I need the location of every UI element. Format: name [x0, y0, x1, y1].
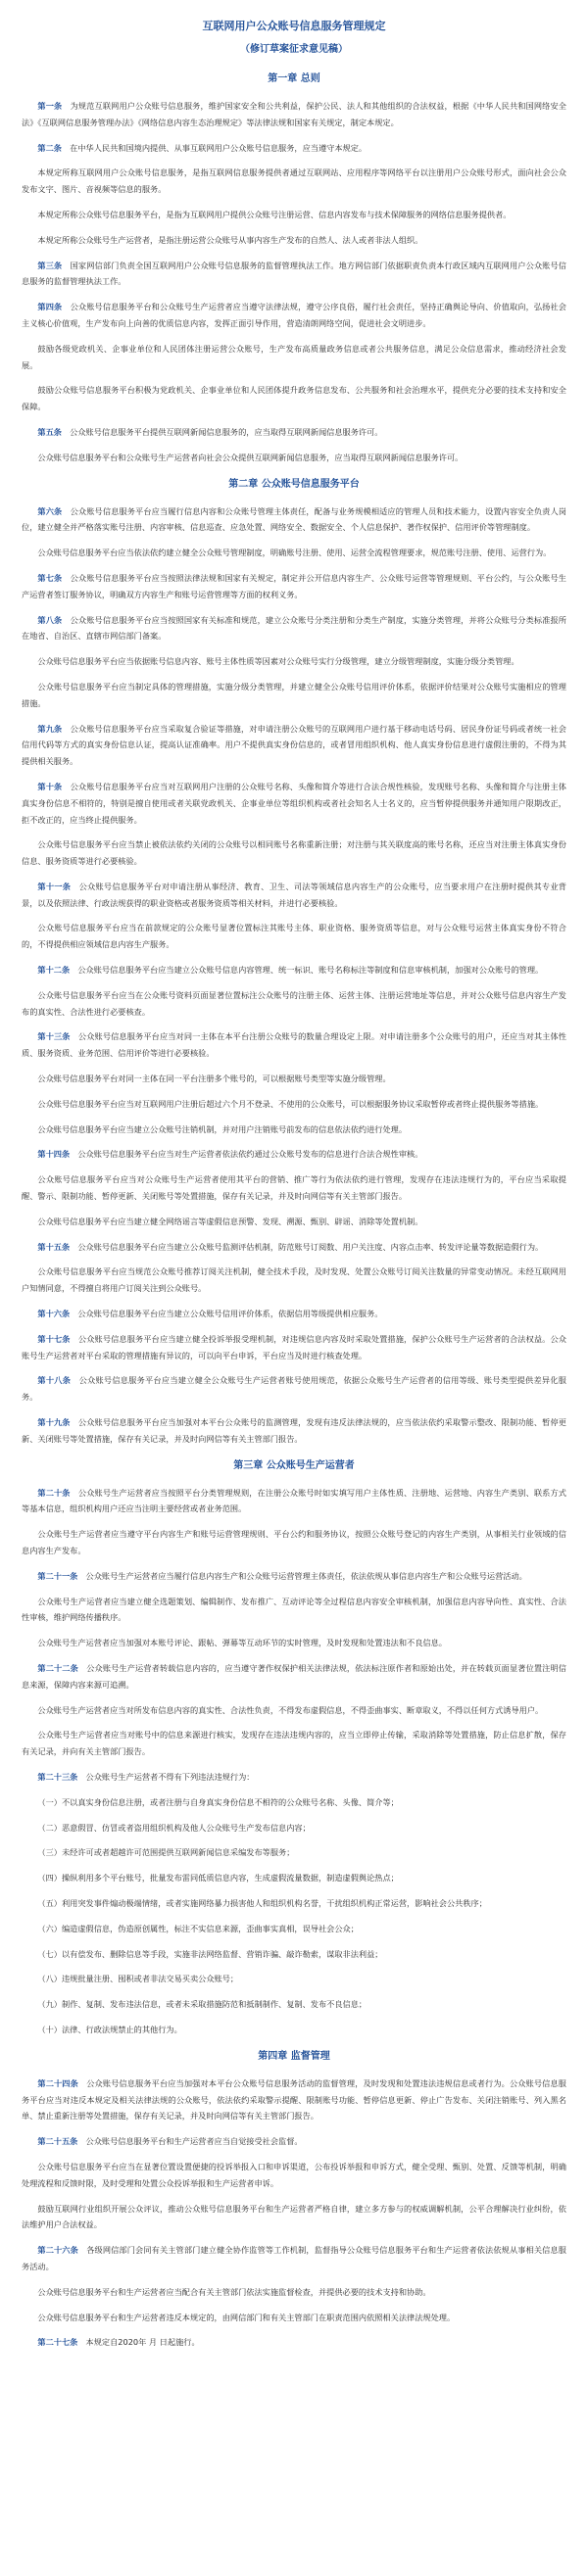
article-paragraph — [22, 1264, 566, 1297]
article-text: （十）法律、行政法规禁止的其他行为。 — [37, 2024, 182, 2034]
article-number: 第二十六条 — [37, 2245, 78, 2256]
article-text: 公众账号信息服务平台和生产运营者应当自觉接受社会监督。 — [85, 2136, 303, 2147]
article-paragraph — [22, 424, 566, 441]
article-number: 第十九条 — [37, 1417, 71, 1428]
article-paragraph — [22, 207, 566, 223]
article-paragraph — [22, 1121, 566, 1138]
article-text: 公众账号信息服务平台应当在显著位置设置便捷的投诉举报入口和申诉渠道，公布投诉举报和申诉方式，健全受理、甄别、处置、反馈等机制，明确处理流程和反馈时限，及时受理和处置公众投诉举报和生产运营者申诉。 — [22, 2161, 566, 2188]
chapter-heading: 第二章 公众账号信息服务平台 — [228, 478, 360, 490]
article-text: 公众账号信息服务平台应当制定具体的管理措施，实施分级分类管理，并建立健全公众账号信用评价体系，依据评价结果对公众账号实施相应的管理措施。 — [22, 681, 566, 708]
article-paragraph — [22, 879, 566, 912]
article-paragraph — [22, 140, 566, 157]
article-text: 公众账号信息服务平台和公众账号生产运营者向社会公众提供互联网新闻信息服务，应当取得互联网新闻信息服务许可。 — [37, 452, 464, 462]
article-paragraph — [22, 1794, 566, 1811]
article-text: （七）以有偿发布、删除信息等手段，实施非法网络监督、营销诈骗、敲诈勒索，谋取非法利益； — [37, 1948, 383, 1959]
article-text: 本规定所称公众账号生产运营者，是指注册运营公众账号从事内容生产发布的自然人、法人或者非法人组织。 — [37, 234, 423, 245]
article-number: 第二十二条 — [37, 1662, 78, 1673]
article-text: 公众账号信息服务平台对申请注册从事经济、教育、卫生、司法等领域信息内容生产的公众账号，应当要求用户在注册时提供其专业背景，以及依照法律、行政法规获得的职业资格或者服务资质等相关材料，并进行必要核验。 — [22, 881, 566, 908]
article-paragraph — [22, 545, 566, 561]
article-text: 鼓励公众账号信息服务平台积极为党政机关、企事业单位和人民团体提升政务信息发布、公共服务和社会治理水平，提供充分必要的技术支持和安全保障。 — [22, 385, 566, 412]
article-text: 公众账号信息服务平台应当对同一主体在本平台注册公众账号的数量合理设定上限。对申请注册多个公众账号的用户，还应当对其主体性质、服务资质、业务范围、信用评价等进行必要核验。 — [22, 1031, 566, 1059]
article-paragraph — [22, 1071, 566, 1087]
article-text: 各级网信部门会同有关主管部门建立健全协作监管等工作机制，监督指导公众账号信息服务平台和生产运营者依法依规从事相关信息服务活动。 — [22, 2245, 566, 2271]
article-number: 第二条 — [37, 142, 62, 153]
article-paragraph — [22, 920, 566, 953]
article-text: 公众账号信息服务平台应当依据账号信息内容、账号主体性质等因素对公众账号实行分级管理，建立分级管理制度，实施分级分类管理。 — [37, 656, 519, 667]
article-paragraph — [22, 1306, 566, 1322]
article-text: 公众账号生产运营者应当加强对本账号评论、跟帖、弹幕等互动环节的实时管理，及时发现和处置违法和不良信息。 — [37, 1638, 447, 1648]
article-number: 第一条 — [37, 101, 63, 111]
article-text: 公众账号生产运营者不得有下列违法违规行为： — [85, 1771, 255, 1782]
article-paragraph — [22, 1844, 566, 1861]
article-number: 第七条 — [37, 572, 63, 583]
article-text: 鼓励互联网行业组织开展公众评议，推动公众账号信息服务平台和生产运营者严格自律，建立多方参与的权威调解机制，公平合理解决行业纠纷，依法维护用户合法权益。 — [22, 2203, 566, 2230]
article-number: 第六条 — [37, 505, 63, 516]
article-paragraph — [22, 450, 566, 466]
article-paragraph — [22, 1485, 566, 1518]
article-number: 第十四条 — [37, 1149, 71, 1160]
article-paragraph — [22, 1214, 566, 1230]
chapter-heading: 第三章 公众账号生产运营者 — [233, 1459, 355, 1471]
article-number: 第十五条 — [37, 1241, 71, 1252]
article-paragraph — [22, 1146, 566, 1163]
article-paragraph — [22, 2159, 566, 2192]
article-paragraph — [22, 1594, 566, 1627]
article-number: 第十七条 — [37, 1333, 71, 1344]
article-text: 公众账号生产运营者应当建立健全选题策划、编辑制作、发布推广、互动评论等全过程信息内容安全审核机制，加强信息内容导向性、真实性、合法性审核，维护网络传播秩序。 — [22, 1596, 566, 1623]
article-number: 第十二条 — [37, 965, 71, 976]
article-paragraph — [22, 1769, 566, 1786]
article-paragraph — [22, 1870, 566, 1886]
article-paragraph — [22, 1414, 566, 1448]
article-text: （六）编造虚假信息，伪造原创属性，标注不实信息来源，歪曲事实真相，误导社会公众； — [37, 1923, 359, 1933]
article-text: 公众账号信息服务平台应当建立健全投诉举报受理机制，对违规信息内容及时采取处置措施，保护公众账号生产运营者的合法权益。公众账号生产运营者对平台采取的管理措施有异议的，可以向平台申诉，平台应当及时进行核查处理。 — [22, 1333, 566, 1360]
article-paragraph — [22, 1526, 566, 1559]
article-number: 第五条 — [37, 426, 62, 437]
article-paragraph — [22, 653, 566, 670]
article-number: 第二十七条 — [37, 2337, 78, 2348]
article-paragraph — [22, 232, 566, 249]
article-text: 公众账号信息服务平台应当依法依约建立健全公众账号管理制度，明确账号注册、使用、运营全流程管理要求，规范账号注册、使用、运营行为。 — [37, 548, 552, 558]
article-text: 公众账号信息服务平台应当规范公众账号推荐订阅关注机制，健全技术手段，及时发现、处置公众账号订阅关注数量的异常变动情况。未经互联网用户知情同意，不得擅自将用户订阅关注到公众账号。 — [22, 1266, 566, 1294]
article-text: 公众账号信息服务平台应当对互联网用户注册的公众账号名称、头像和简介等进行合法合规性核验，发现账号名称、头像和简介与注册主体真实身份信息不相符的，特别是擅自使用或者关联党政机关、企事业单位等组织机构或者社会知名人士名义的，应当暂停提供服务并通知用户限期改正，拒不改正的，应当终止提供服务。 — [22, 781, 566, 825]
article-paragraph — [22, 1996, 566, 2013]
article-paragraph — [22, 962, 566, 978]
article-paragraph — [22, 2310, 566, 2326]
article-text: 公众账号信息服务平台应当建立公众账号信息内容管理、统一标识、账号名称标注等制度和信息审核机制，加强对公众账号的管理。 — [77, 965, 544, 976]
article-text: 公众账号信息服务平台应当禁止被依法依约关闭的公众账号以相同账号名称重新注册；对注册与其关联度高的账号名称，还应当对注册主体真实身份信息、服务资质等进行必要核验。 — [22, 839, 566, 867]
article-paragraph — [22, 612, 566, 645]
article-paragraph — [22, 1239, 566, 1256]
article-paragraph — [22, 1727, 566, 1760]
article-paragraph — [22, 987, 566, 1021]
article-text: 公众账号信息服务平台应当建立公众账号信用评价体系，依据信用等级提供相应服务。 — [77, 1309, 383, 1319]
article-paragraph — [22, 2133, 566, 2150]
article-paragraph — [22, 1096, 566, 1113]
document-subtitle: （修订草案征求意见稿） — [240, 44, 348, 55]
article-number: 第十一条 — [37, 881, 72, 891]
article-text: （八）违规批量注册、囤积或者非法交易买卖公众账号； — [37, 1974, 239, 1984]
article-number: 第二十一条 — [37, 1570, 78, 1581]
article-text: 公众账号信息服务平台应当建立公众账号注销机制，并对用户注销账号前发布的信息依法依约进行处理。 — [37, 1123, 408, 1134]
article-text: 公众账号信息服务平台应当对公众账号生产运营者使用其平台的营销、推广等行为依法依约进行管理，发现存在违法违规行为的，平台应当采取提醒、警示、限制功能、暂停更新、关闭账号等处置措施，保存有关记录，并及时向网信等有关主管部门报告。 — [22, 1174, 566, 1202]
article-text: 本规定所称公众账号信息服务平台，是指为互联网用户提供公众账号注册运营、信息内容发布与技术保障服务的网络信息服务提供者。 — [37, 209, 512, 219]
article-text: 公众账号信息服务平台应当在前款规定的公众账号显著位置标注其账号主体、职业资格、服务资质等信息，对与公众账号运营主体真实身份不符合的，不得提供相应领域信息内容生产服务。 — [22, 923, 566, 950]
article-number: 第九条 — [37, 723, 63, 734]
article-paragraph — [22, 721, 566, 770]
article-text: 公众账号生产运营者应当遵守平台内容生产和账号运营管理规则、平台公约和服务协议，按照公众账号登记的内容生产类别，从事相关行业领域的信息内容生产发布。 — [22, 1529, 566, 1555]
article-text: （一）不以真实身份信息注册，或者注册与自身真实身份信息不相符的公众账号名称、头像、简介等； — [37, 1796, 399, 1807]
article-number: 第二十五条 — [37, 2136, 78, 2147]
article-text: 本规定所称互联网用户公众账号信息服务，是指互联网信息服务提供者通过互联网站、应用程序等网络平台以注册用户公众账号形式，面向社会公众发布文字、图片、音视频等信息的服务。 — [22, 167, 566, 195]
article-paragraph — [22, 570, 566, 603]
article-paragraph — [22, 1372, 566, 1406]
article-paragraph — [22, 1331, 566, 1364]
article-text: 公众账号信息服务平台应当对互联网用户注册后超过六个月不登录、不使用的公众账号，可以根据服务协议采取暂停或者终止提供服务等措施。 — [37, 1098, 544, 1109]
article-text: 公众账号信息服务平台应当按照国家有关标准和规范，建立公众账号分类注册和分类生产制度，实施分类管理，并将公众账号分类标准报所在地省、自治区、直辖市网信部门备案。 — [22, 614, 566, 642]
article-text: 公众账号信息服务平台和生产运营者违反本规定的，由网信部门和有关主管部门在职责范围内依照相关法律法规处理。 — [37, 2312, 456, 2322]
article-paragraph — [22, 2334, 566, 2351]
article-text: 公众账号生产运营者应当履行信息内容生产和公众账号运营管理主体责任，依法依规从事信息内容生产和公众账号运营活动。 — [85, 1570, 527, 1581]
article-text: 公众账号信息服务平台对同一主体在同一平台注册多个账号的，可以根据账号类型等实施分级管理。 — [37, 1073, 391, 1084]
article-paragraph — [22, 2201, 566, 2234]
article-paragraph — [22, 2075, 566, 2124]
article-paragraph — [22, 2284, 566, 2301]
article-text: 公众账号信息服务平台提供互联网新闻信息服务的，应当取得互联网新闻信息服务许可。 — [70, 426, 383, 437]
chapter-heading: 第一章 总则 — [268, 73, 320, 84]
article-text: 鼓励各级党政机关、企事业单位和人民团体注册运营公众账号，生产发布高质量政务信息或者公共服务信息，满足公众信息需求，推动经济社会发展。 — [22, 343, 566, 370]
article-text: 为规范互联网用户公众账号信息服务，维护国家安全和公共利益，保护公民、法人和其他组织的合法权益，根据《中华人民共和国网络安全法》《互联网信息服务管理办法》《网络信息内容生态治理规定》等法律法规和国家有关规定，制定本规定。 — [22, 101, 566, 127]
article-text: （三）未经许可或者超越许可范围提供互联网新闻信息采编发布等服务； — [37, 1847, 295, 1858]
article-paragraph — [22, 1702, 566, 1719]
article-paragraph — [22, 165, 566, 198]
article-paragraph — [22, 1028, 566, 1062]
article-text: （五）利用突发事件煽动极端情绪，或者实施网络暴力损害他人和组织机构名誉，干扰组织机构正常运营，影响社会公共秩序； — [37, 1897, 487, 1908]
article-text: 公众账号信息服务平台应当在公众账号资料页面显著位置标注公众账号的注册主体、运营主体、注册运营地址等信息，并对公众账号信息内容生产发布的真实性、合法性进行必要核查。 — [22, 989, 566, 1017]
article-text: 公众账号信息服务平台和生产运营者应当配合有关主管部门依法实施监督检查，并提供必要的技术支持和协助。 — [37, 2286, 431, 2297]
article-paragraph — [22, 341, 566, 374]
article-text: 公众账号生产运营者转载信息内容的，应当遵守著作权保护相关法律法规，依法标注原作者和原始出处，并在转载页面显著位置注明信息来源，保障内容来源可追溯。 — [22, 1662, 566, 1690]
article-number: 第二十条 — [37, 1487, 71, 1498]
article-number: 第八条 — [37, 614, 63, 625]
article-text: 公众账号信息服务平台应当对生产运营者依法依约通过公众账号发布的信息进行合法合规性审核。 — [77, 1149, 423, 1160]
document-title: 互联网用户公众账号信息服务管理规定 — [202, 20, 386, 32]
article-number: 第三条 — [37, 260, 63, 270]
article-paragraph — [22, 679, 566, 712]
article-text: 公众账号信息服务平台应当建立健全网络谣言等虚假信息预警、发现、溯源、甄别、辟谣、消除等处置机制。 — [37, 1216, 423, 1226]
article-paragraph — [22, 1946, 566, 1963]
article-paragraph — [22, 2022, 566, 2038]
article-paragraph — [22, 1660, 566, 1693]
article-text: 公众账号信息服务平台应当履行信息内容和公众账号管理主体责任，配备与业务规模相适应的管理人员和技术能力，设置内容安全负责人岗位，建立健全并严格落实账号注册、内容审核、信息巡查、应急处置、网络安全、数据安全、个人信息保护、著作权保护、信用评价等管理制度。 — [22, 505, 566, 533]
article-text: 公众账号生产运营者应当对所发布信息内容的真实性、合法性负责，不得发布虚假信息，不得歪曲事实、断章取义，不得以任何方式诱导用户。 — [37, 1704, 544, 1715]
article-number: 第二十三条 — [37, 1771, 78, 1782]
article-number: 第十六条 — [37, 1309, 71, 1319]
article-number: 第十条 — [37, 781, 63, 791]
article-text: 公众账号信息服务平台和公众账号生产运营者应当遵守法律法规，遵守公序良俗，履行社会责任，坚持正确舆论导向、价值取向，弘扬社会主义核心价值观，生产发布向上向善的优质信息内容，发挥正面引导作用，营造清朗网络空间，促进社会文明进步。 — [22, 302, 566, 328]
article-paragraph — [22, 1568, 566, 1585]
article-paragraph — [22, 779, 566, 828]
article-text: 公众账号生产运营者应当对账号中的信息来源进行核实，发现存在违法违规内容的，应当立即停止传输，采取消除等处置措施，防止信息扩散，保存有关记录，并向有关主管部门报告。 — [22, 1730, 566, 1757]
article-text: 在中华人民共和国境内提供、从事互联网用户公众账号信息服务，应当遵守本规定。 — [70, 142, 368, 153]
article-paragraph — [22, 299, 566, 332]
article-paragraph — [22, 1820, 566, 1837]
article-text: （九）制作、复制、发布违法信息，或者未采取措施防范和抵制制作、复制、发布不良信息； — [37, 1999, 368, 2010]
article-text: 公众账号信息服务平台应当采取复合验证等措施，对申请注册公众账号的互联网用户进行基于移动电话号码、居民身份证号码或者统一社会信用代码等方式的真实身份信息认证，提高认证准确率。用户不提供真实身份信息的，或者冒用组织机构、他人真实身份信息进行虚假注册的，不得为其提供相关服务。 — [22, 723, 566, 767]
chapters-container — [22, 71, 566, 2351]
article-text: 公众账号生产运营者应当按照平台分类管理规则，在注册公众账号时如实填写用户主体性质、注册地、运营地、内容生产类别、联系方式等基本信息，组织机构用户还应当注明主要经营或者业务范围。 — [22, 1487, 566, 1514]
article-text: （四）操纵利用多个平台账号，批量发布雷同低质信息内容，生成虚假流量数据，制造虚假舆论热点； — [37, 1873, 399, 1884]
article-paragraph — [22, 258, 566, 291]
article-paragraph — [22, 503, 566, 537]
article-number: 第十三条 — [37, 1031, 71, 1042]
article-paragraph — [22, 1921, 566, 1937]
article-paragraph — [22, 1895, 566, 1912]
article-paragraph — [22, 2242, 566, 2275]
article-paragraph — [22, 1971, 566, 1987]
article-text: 国家网信部门负责全国互联网用户公众账号信息服务的监督管理执法工作。地方网信部门依据职责负责本行政区域内互联网用户公众账号信息服务的监督管理执法工作。 — [22, 260, 566, 287]
article-text: 公众账号信息服务平台应当按照法律法规和国家有关规定，制定并公开信息内容生产、公众账号运营等管理规则、平台公约，与公众账号生产运营者签订服务协议，明确双方内容生产和账号运营管理等方面的权利义务。 — [22, 572, 566, 599]
article-text: （二）恶意假冒、仿冒或者盗用组织机构及他人公众账号生产发布信息内容； — [37, 1822, 311, 1833]
article-paragraph — [22, 98, 566, 131]
article-number: 第四条 — [37, 302, 63, 312]
article-text: 公众账号信息服务平台应当加强对本平台公众账号的监测管理，发现有违反法律法规的，应当依法依约采取警示整改、限制功能、暂停更新、关闭账号等处置措施，保存有关记录，并及时向网信等有关主管部门报告。 — [22, 1417, 566, 1444]
article-paragraph — [22, 836, 566, 870]
article-text: 本规定自2020年 月 日起施行。 — [85, 2337, 200, 2348]
chapter-heading: 第四章 监督管理 — [258, 2050, 330, 2062]
article-number: 第十八条 — [37, 1375, 72, 1386]
article-text: 公众账号信息服务平台应当建立健全公众账号生产运营者账号使用规范，依据公众账号生产运营者的信用等级、账号类型提供差异化服务。 — [22, 1375, 566, 1403]
article-text: 公众账号信息服务平台应当建立公众账号监测评估机制，防范账号订阅数、用户关注度、内容点击率、转发评论量等数据造假行为。 — [77, 1241, 544, 1252]
article-paragraph — [22, 382, 566, 415]
article-paragraph — [22, 1635, 566, 1651]
article-text: 公众账号信息服务平台应当加强对本平台公众账号信息服务活动的监督管理，及时发现和处置违法违规信息或者行为。公众账号信息服务平台应当对违反本规定及相关法律法规的公众账号，依法依约采取警示提醒、限制账号功能、暂停信息更新、停止广告发布、关闭注销账号、列入黑名单、禁止重新注册等处置措施，保存有关记录，并及时向网信等有关主管部门报告。 — [22, 2077, 566, 2122]
article-paragraph — [22, 1171, 566, 1205]
article-number: 第二十四条 — [37, 2077, 78, 2088]
